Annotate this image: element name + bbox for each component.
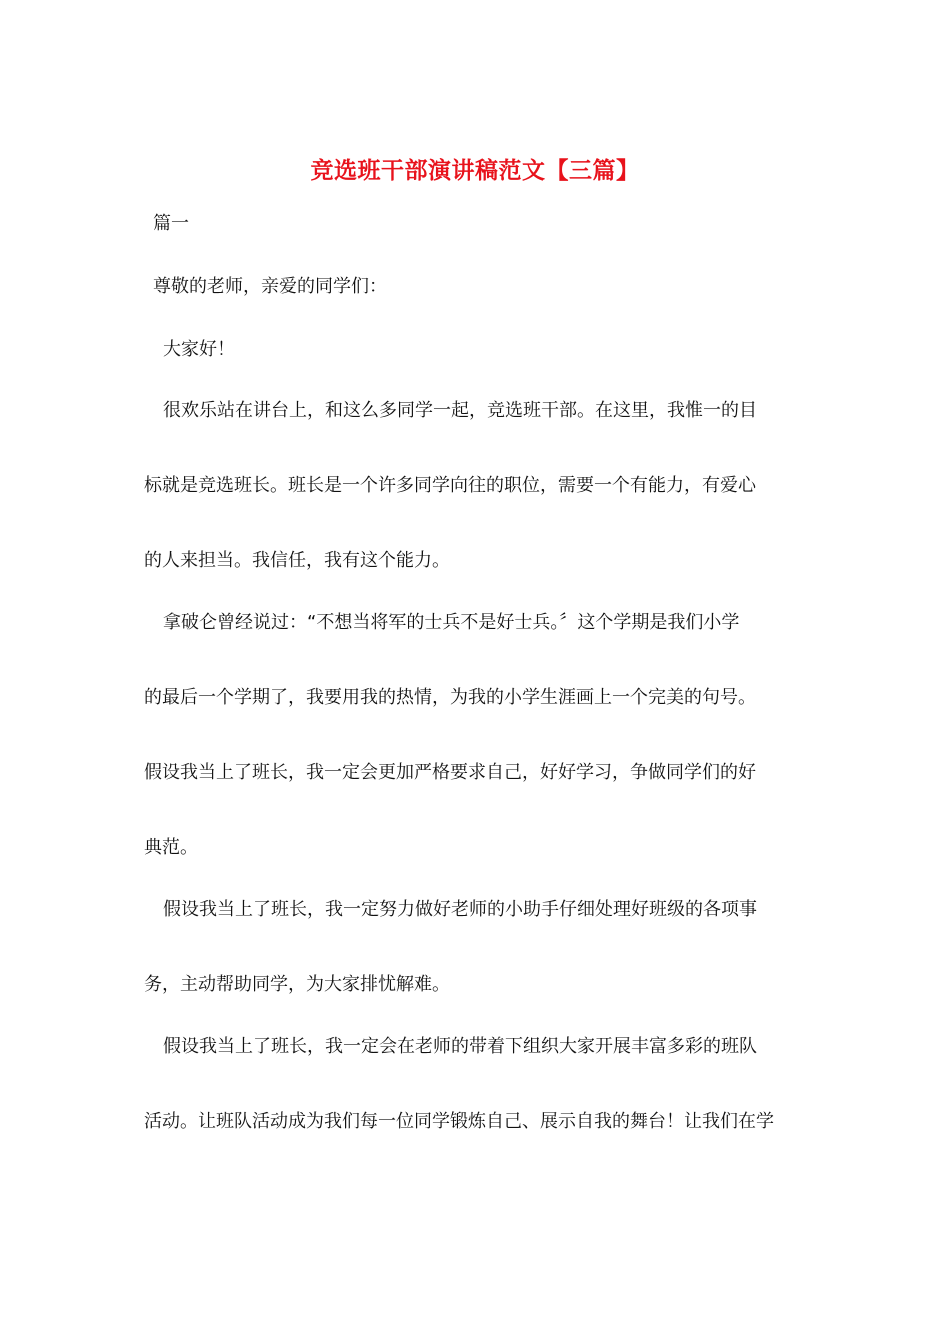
section-label: 篇一 — [153, 213, 189, 234]
greeting: 大家好！ — [163, 339, 235, 360]
paragraph-line: 很欢乐站在讲台上，和这么多同学一起，竞选班干部。在这里，我惟一的目 — [163, 400, 757, 421]
paragraph-line: 假设我当上了班长，我一定会更加严格要求自己，好好学习，争做同学们的好 — [144, 762, 756, 783]
paragraph-line: 假设我当上了班长，我一定会在老师的带着下组织大家开展丰富多彩的班队 — [163, 1036, 757, 1057]
paragraph-line: 标就是竞选班长。班长是一个许多同学向往的职位，需要一个有能力，有爱心 — [144, 475, 756, 496]
paragraph-line: 的最后一个学期了，我要用我的热情，为我的小学生涯画上一个完美的句号。 — [144, 687, 756, 708]
salutation: 尊敬的老师，亲爱的同学们： — [153, 276, 387, 297]
paragraph-line: 典范。 — [144, 837, 198, 858]
paragraph-line: 务，主动帮助同学，为大家排忧解难。 — [144, 974, 450, 995]
paragraph-line: 拿破仑曾经说过：“不想当将军的士兵不是好士兵。〞这个学期是我们小学 — [163, 612, 740, 633]
paragraph-line: 假设我当上了班长，我一定努力做好老师的小助手仔细处理好班级的各项事 — [163, 899, 757, 920]
paragraph-line: 活动。让班队活动成为我们每一位同学锻炼自己、展示自我的舞台！让我们在学 — [144, 1111, 774, 1132]
paragraph-line: 的人来担当。我信任，我有这个能力。 — [144, 550, 450, 571]
page-title: 竞选班干部演讲稿范文【三篇】 — [310, 157, 640, 184]
